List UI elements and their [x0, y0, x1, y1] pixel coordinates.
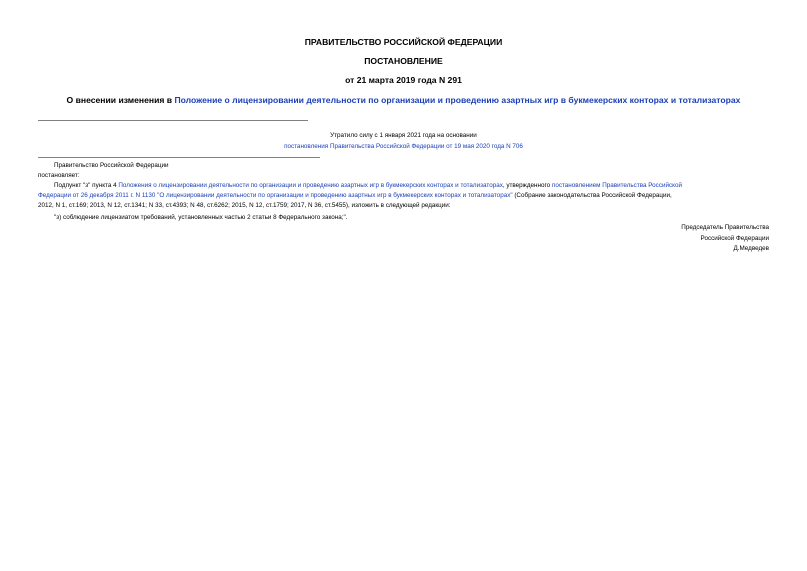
subject-prefix: О внесении изменения в	[66, 95, 175, 105]
signature-position: Председатель Правительства	[681, 224, 769, 231]
decree-1130-link-cont[interactable]: Федерации от 26 декабря 2011 г. N 1130 "О лицензировании деятельности по организации и проведению азартных игр в букмекерских конторах и тотализаторах"	[38, 192, 513, 199]
signature-name: Д.Медведев	[733, 245, 769, 252]
paragraph-text: , утвержденного	[502, 182, 552, 189]
repeal-note: Утратило силу с 1 января 2021 года на основании	[330, 132, 477, 139]
divider-middle	[38, 157, 320, 158]
decree-1130-link[interactable]: постановлением Правительства Российской	[551, 182, 682, 189]
regulation-link[interactable]: Положения о лицензировании деятельности по организации и проведению азартных игр в букмекерских конторах и тотализаторах	[118, 182, 503, 189]
body-paragraph-line3: 2012, N 1, ст.169; 2013, N 12, ст.1341; N 33, ст.4393; N 48, ст.6262; 2015, N 12, ст.1759; 2017, N 36, ст.5455), изложить в следующей редакции:	[38, 202, 451, 209]
body-quote: "з) соблюдение лицензиатом требований, установленных частью 2 статьи 8 Федерального закона;".	[54, 214, 348, 221]
divider-top	[38, 120, 308, 121]
document-type: ПОСТАНОВЛЕНИЕ	[364, 56, 443, 66]
body-paragraph-line1	[54, 181, 682, 192]
repeal-note-link-line	[0, 143, 807, 150]
signature-organization: Российской Федерации	[700, 235, 769, 242]
government-title: ПРАВИТЕЛЬСТВО РОССИЙСКОЙ ФЕДЕРАЦИИ	[304, 37, 503, 47]
paragraph-text: Подпункт "з" пункта 4	[54, 182, 119, 189]
document-date-number: от 21 марта 2019 года N 291	[345, 75, 462, 85]
subject-regulation-link[interactable]: Положение о лицензировании деятельности по организации и проведению азартных игр в букмекерских конторах и тотализаторах	[174, 95, 741, 105]
body-decrees: постановляет:	[38, 172, 80, 179]
body-paragraph-line2	[38, 191, 672, 202]
body-government: Правительство Российской Федерации	[54, 162, 169, 169]
document-subject	[40, 95, 767, 105]
paragraph-text: (Собрание законодательства Российской Федерации,	[512, 192, 672, 199]
repeal-decree-link[interactable]: постановления Правительства Российской Федерации от 19 мая 2020 года N 706	[284, 143, 523, 150]
